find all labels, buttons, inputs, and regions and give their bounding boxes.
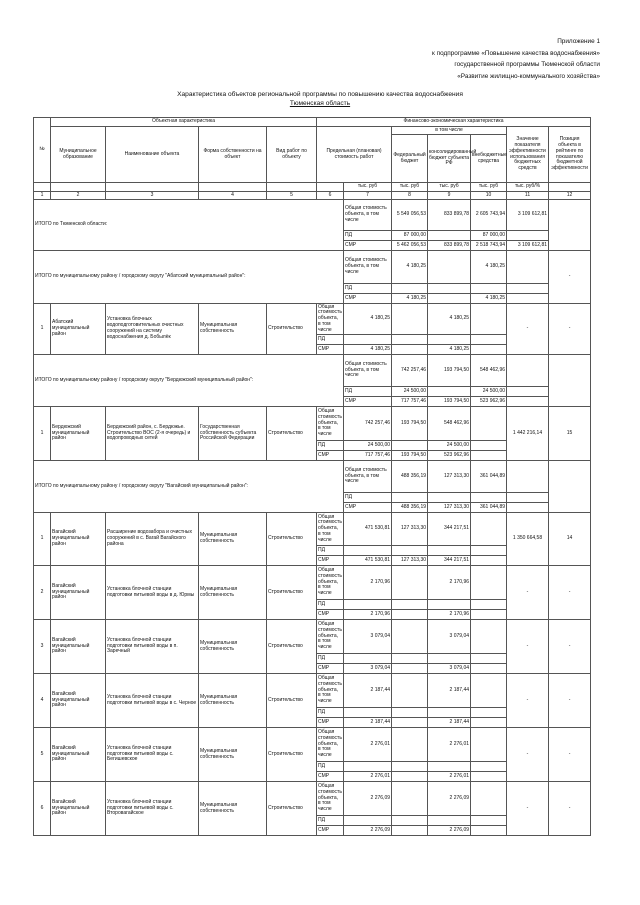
object-number: 5 — [34, 728, 51, 782]
position-value: - — [549, 620, 591, 674]
unit-c7: тыс. руб — [344, 183, 392, 192]
value-c9: 4 180,25 — [471, 251, 507, 284]
value-c8: 127 313,30 — [392, 513, 428, 546]
indicator-value: - — [507, 304, 549, 355]
object-work-type: Строительство — [267, 782, 317, 836]
col-number: 1 — [34, 192, 51, 200]
value-c10 — [507, 251, 549, 284]
value-c9: 2 276,09 — [428, 782, 471, 816]
value-c9: 548 462,96 — [428, 407, 471, 441]
value-c7: 2 276,01 — [344, 728, 392, 762]
value-c9: 4 180,25 — [471, 294, 507, 304]
header-in-that: в том числе — [392, 127, 507, 135]
value-c10 — [471, 610, 507, 620]
value-c7: 5 462 056,53 — [392, 241, 428, 251]
object-number: 1 — [34, 513, 51, 566]
total-row — [34, 461, 591, 493]
value-c9 — [471, 493, 507, 503]
value-c10 — [471, 654, 507, 664]
value-c8 — [428, 493, 471, 503]
value-c9 — [428, 600, 471, 610]
value-c10 — [471, 451, 507, 461]
value-c7: 471 530,81 — [344, 556, 392, 566]
object-ownership: Муниципальная собственность — [199, 620, 267, 674]
value-c9 — [428, 816, 471, 826]
row-label-pd: ПД — [317, 816, 344, 826]
unit-c8: тыс. руб — [392, 183, 428, 192]
row-label-smr: СМР — [317, 556, 344, 566]
total-label: ИТОГО по муниципальному району / городскому округу "Бердюжский муниципальный район": — [34, 355, 344, 407]
row-label-pd: ПД — [317, 335, 344, 345]
value-c8 — [392, 674, 428, 708]
value-c10 — [507, 294, 549, 304]
indicator-value: - — [549, 251, 591, 304]
value-c9: 2 170,96 — [428, 610, 471, 620]
value-c9: 344 217,51 — [428, 556, 471, 566]
value-c7: 2 187,44 — [344, 718, 392, 728]
object-ownership: Муниципальная собственность — [199, 513, 267, 566]
value-c10 — [471, 600, 507, 610]
row-label-pd: ПД — [344, 231, 392, 241]
object-ownership: Государственная собственность субъекта Российской Федерации — [199, 407, 267, 461]
value-c10 — [471, 566, 507, 600]
object-name: Установка блочной станции подготовки питьевой воды в п. Заречный — [106, 620, 199, 674]
header-object-char: Объектная характеристика — [51, 118, 317, 127]
row-label-smr: СМР — [317, 772, 344, 782]
indicator-value — [549, 200, 591, 251]
value-c9: 24 500,00 — [428, 441, 471, 451]
value-c10 — [471, 664, 507, 674]
total-row — [34, 251, 591, 284]
value-c7 — [392, 493, 428, 503]
value-c9: 548 462,96 — [471, 355, 507, 387]
value-c9 — [428, 654, 471, 664]
value-c10 — [471, 826, 507, 836]
value-c7: 24 500,00 — [344, 441, 392, 451]
row-label-smr: СМР — [317, 610, 344, 620]
row-label-pd: ПД — [344, 387, 392, 397]
value-c9: 2 276,01 — [428, 728, 471, 762]
position-value: - — [549, 728, 591, 782]
position-value: 15 — [549, 407, 591, 461]
header-object-name: Наименование объекта — [106, 127, 199, 183]
object-municipality: Вагайский муниципальный район — [51, 513, 106, 566]
value-c9: 2 170,96 — [428, 566, 471, 600]
value-c8 — [392, 782, 428, 816]
header-extrabudget: внебюджетные средства — [471, 135, 507, 183]
value-c9: 2 518 743,94 — [471, 241, 507, 251]
appendix-line: «Развитие жилищно-коммунального хозяйства» — [457, 72, 600, 80]
value-c8 — [392, 728, 428, 762]
value-c8: 833 899,78 — [428, 200, 471, 231]
col-number: 11 — [507, 192, 549, 200]
value-c7: 742 257,46 — [392, 355, 428, 387]
row-label-total: Общая стоимость объекта, в том числе — [317, 620, 344, 654]
value-c7: 4 180,25 — [344, 345, 392, 355]
value-c10: 3 109 612,81 — [507, 200, 549, 231]
object-name: Установка блочной станции подготовки питьевой воды в д. Юрмы — [106, 566, 199, 620]
object-row — [34, 566, 591, 600]
value-c7: 2 276,09 — [344, 782, 392, 816]
object-row — [34, 304, 591, 335]
row-label-pd: ПД — [317, 441, 344, 451]
row-label-smr: СМР — [344, 397, 392, 407]
value-c7: 2 276,01 — [344, 772, 392, 782]
value-c8 — [392, 441, 428, 451]
value-c10 — [471, 674, 507, 708]
object-number: 1 — [34, 304, 51, 355]
value-c7 — [344, 654, 392, 664]
header-total-cost: Предельная (плановая) стоимость работ — [317, 127, 392, 183]
row-label-total: Общая стоимость объекта, в том числе — [317, 566, 344, 600]
value-c7: 24 500,00 — [392, 387, 428, 397]
row-label-pd: ПД — [317, 762, 344, 772]
value-c10 — [471, 335, 507, 345]
value-c9: 344 217,51 — [428, 513, 471, 546]
row-label-pd: ПД — [344, 284, 392, 294]
object-row — [34, 513, 591, 546]
value-c7: 2 170,96 — [344, 610, 392, 620]
value-c10: 3 109 612,81 — [507, 241, 549, 251]
value-c8 — [428, 387, 471, 397]
document-title — [0, 90, 640, 108]
value-c9: 24 500,00 — [471, 387, 507, 397]
value-c9 — [471, 284, 507, 294]
total-row — [34, 200, 591, 231]
col-number: 2 — [51, 192, 106, 200]
value-c10 — [507, 503, 549, 513]
header-work-type: Вид работ по объекту — [267, 127, 317, 183]
value-c8 — [392, 610, 428, 620]
position-value: - — [549, 674, 591, 728]
total-label: ИТОГО по муниципальному району / городскому округу "Абатский муниципальный район": — [34, 251, 344, 304]
appendix-line: государственной программы Тюменской области — [454, 61, 600, 68]
header-federal: Федеральный бюджет — [392, 135, 428, 183]
object-ownership: Муниципальная собственность — [199, 674, 267, 728]
indicator-value: - — [507, 566, 549, 620]
object-municipality: Вагайский муниципальный район — [51, 620, 106, 674]
indicator-value: - — [507, 674, 549, 728]
value-c7 — [344, 708, 392, 718]
value-c9: 3 079,04 — [428, 620, 471, 654]
col-number: 7 — [344, 192, 392, 200]
row-label-total: Общая стоимость объекта, в том числе — [344, 355, 392, 387]
value-c7: 4 180,25 — [344, 304, 392, 335]
value-c10 — [471, 620, 507, 654]
value-c8 — [392, 345, 428, 355]
object-row — [34, 620, 591, 654]
col-number: 9 — [428, 192, 471, 200]
indicator-value: - — [507, 620, 549, 674]
value-c8 — [392, 566, 428, 600]
value-c9: 4 180,25 — [428, 304, 471, 335]
indicator-value: 1 442 216,14 — [507, 407, 549, 461]
value-c8 — [392, 826, 428, 836]
indicator-value: - — [507, 782, 549, 836]
value-c9: 2 276,01 — [428, 772, 471, 782]
col-number: 6 — [317, 192, 344, 200]
appendix-line: Приложение 1 — [557, 38, 600, 45]
object-work-type: Строительство — [267, 407, 317, 461]
value-c9: 2 187,44 — [428, 674, 471, 708]
value-c8: 127 313,30 — [392, 556, 428, 566]
value-c8 — [428, 294, 471, 304]
object-work-type: Строительство — [267, 566, 317, 620]
value-c9: 2 605 743,94 — [471, 200, 507, 231]
value-c10 — [507, 397, 549, 407]
row-label-smr: СМР — [344, 294, 392, 304]
title-line: Характеристика объектов региональной программы по повышению качества водоснабжения — [177, 91, 463, 98]
object-work-type: Строительство — [267, 304, 317, 355]
value-c9 — [428, 546, 471, 556]
value-c8 — [392, 708, 428, 718]
object-municipality: Абатский муниципальный район — [51, 304, 106, 355]
value-c10 — [507, 461, 549, 493]
object-ownership: Муниципальная собственность — [199, 566, 267, 620]
object-municipality: Бердюжский муниципальный район — [51, 407, 106, 461]
value-c10 — [507, 355, 549, 387]
value-c7: 2 187,44 — [344, 674, 392, 708]
row-label-total: Общая стоимость объекта, в том числе — [317, 407, 344, 441]
value-c8 — [392, 546, 428, 556]
unit-c11: тыс. руб/% — [507, 183, 549, 192]
row-label-pd: ПД — [317, 708, 344, 718]
row-label-total: Общая стоимость объекта, в том числе — [317, 782, 344, 816]
object-number: 6 — [34, 782, 51, 836]
value-c10 — [471, 728, 507, 762]
header-fin-char: Финансово-экономическая характеристика — [317, 118, 591, 127]
row-label-total: Общая стоимость объекта, в том числе — [317, 674, 344, 708]
value-c7: 488 356,19 — [392, 503, 428, 513]
value-c8 — [392, 620, 428, 654]
position-value: - — [549, 566, 591, 620]
total-row — [34, 355, 591, 387]
value-c7: 3 079,04 — [344, 620, 392, 654]
value-c8 — [392, 304, 428, 335]
object-name: Установка блочной станции подготовки питьевой воды с. Второвагайское — [106, 782, 199, 836]
row-label-total: Общая стоимость объекта, в том числе — [344, 200, 392, 231]
header-position: Позиция объекта в рейтинге по показателю бюджетной эффективности — [549, 127, 591, 183]
header-ownership: Форма собственности на объект — [199, 127, 267, 183]
appendix-line: к подпрограмме «Повышение качества водоснабжения» — [432, 49, 600, 57]
row-label-smr: СМР — [344, 241, 392, 251]
value-c9 — [428, 335, 471, 345]
value-c10 — [471, 407, 507, 441]
value-c10 — [507, 231, 549, 241]
row-label-total: Общая стоимость объекта, в том числе — [317, 728, 344, 762]
object-row — [34, 782, 591, 816]
value-c7: 4 180,25 — [392, 294, 428, 304]
value-c9 — [428, 762, 471, 772]
title-region: Тюменская область — [289, 100, 351, 107]
col-number: 3 — [106, 192, 199, 200]
value-c9 — [428, 708, 471, 718]
position-value: 14 — [549, 513, 591, 566]
value-c7 — [344, 600, 392, 610]
object-name: Установка блочных водоподготовительных очистных сооружений на систему водоснабжения д. Бобылёк — [106, 304, 199, 355]
object-row — [34, 674, 591, 708]
value-c8: 833 899,78 — [428, 241, 471, 251]
value-c8: 193 794,50 — [392, 407, 428, 441]
value-c10 — [471, 772, 507, 782]
value-c7: 471 530,81 — [344, 513, 392, 546]
value-c9: 523 962,96 — [471, 397, 507, 407]
row-label-smr: СМР — [317, 664, 344, 674]
value-c8: 127 313,30 — [428, 503, 471, 513]
value-c9: 2 187,44 — [428, 718, 471, 728]
value-c8 — [428, 251, 471, 284]
row-label-total: Общая стоимость объекта, в том числе — [317, 513, 344, 546]
value-c7: 3 079,04 — [344, 664, 392, 674]
value-c9: 4 180,25 — [428, 345, 471, 355]
value-c8 — [392, 654, 428, 664]
position-value: - — [549, 782, 591, 836]
header-consolidated: консолидированный бюджет субъекта РФ — [428, 135, 471, 183]
object-ownership: Муниципальная собственность — [199, 782, 267, 836]
value-c8 — [428, 231, 471, 241]
object-municipality: Вагайский муниципальный район — [51, 728, 106, 782]
col-number: 10 — [471, 192, 507, 200]
object-municipality: Вагайский муниципальный район — [51, 782, 106, 836]
value-c8 — [392, 772, 428, 782]
value-c7 — [392, 284, 428, 294]
value-c8: 127 313,30 — [428, 461, 471, 493]
value-c8 — [392, 816, 428, 826]
header-municipality: Муниципальное образование — [51, 127, 106, 183]
row-label-pd: ПД — [344, 493, 392, 503]
value-c7 — [344, 546, 392, 556]
row-label-smr: СМР — [344, 503, 392, 513]
value-c10 — [471, 762, 507, 772]
value-c7: 2 276,09 — [344, 826, 392, 836]
object-ownership: Муниципальная собственность — [199, 304, 267, 355]
value-c8: 193 794,50 — [392, 451, 428, 461]
value-c7: 742 257,46 — [344, 407, 392, 441]
object-number: 3 — [34, 620, 51, 674]
col-number: 12 — [549, 192, 591, 200]
header-num: № — [34, 118, 51, 183]
value-c7: 87 000,00 — [392, 231, 428, 241]
object-number: 1 — [34, 407, 51, 461]
object-municipality: Вагайский муниципальный район — [51, 566, 106, 620]
row-label-total: Общая стоимость объекта, в том числе — [344, 461, 392, 493]
value-c9: 3 079,04 — [428, 664, 471, 674]
row-label-total: Общая стоимость объекта, в том числе — [318, 303, 342, 333]
value-c10 — [471, 718, 507, 728]
value-c10 — [471, 513, 507, 546]
unit-c10: тыс. руб — [471, 183, 507, 192]
object-row — [34, 407, 591, 441]
value-c7: 4 180,25 — [392, 251, 428, 284]
indicator-value — [549, 355, 591, 407]
value-c9: 361 044,89 — [471, 503, 507, 513]
appendix-block — [270, 36, 600, 82]
object-name: Расширение водозабора и очистных сооружений в с. Вагай Вагайского района — [106, 513, 199, 566]
value-c10 — [471, 816, 507, 826]
object-number: 2 — [34, 566, 51, 620]
value-c9: 87 000,00 — [471, 231, 507, 241]
value-c7: 2 170,96 — [344, 566, 392, 600]
value-c8 — [392, 762, 428, 772]
value-c9: 2 276,09 — [428, 826, 471, 836]
value-c10 — [471, 556, 507, 566]
value-c10 — [507, 387, 549, 397]
col-number: 4 — [199, 192, 267, 200]
value-c7 — [344, 762, 392, 772]
object-ownership: Муниципальная собственность — [199, 728, 267, 782]
unit-c9: тыс. руб — [428, 183, 471, 192]
object-name: Бердюжский район, с. Бердюжье. Строительство ВОС (2-я очередь) и водопроводных сетей — [106, 407, 199, 461]
value-c10 — [471, 782, 507, 816]
value-c10 — [471, 546, 507, 556]
object-work-type: Строительство — [267, 728, 317, 782]
total-label: ИТОГО по Тюменской области: — [34, 200, 344, 251]
indicator-value — [549, 461, 591, 513]
value-c10 — [471, 304, 507, 335]
value-c7 — [344, 335, 392, 345]
row-label-smr: СМР — [317, 718, 344, 728]
object-name: Установка блочной станции подготовки питьевой воды с. Бегишевское — [106, 728, 199, 782]
total-label: ИТОГО по муниципальному району / городскому округу "Вагайский муниципальный район": — [34, 461, 344, 513]
object-work-type: Строительство — [267, 513, 317, 566]
objects-table — [33, 117, 591, 836]
value-c9: 523 962,96 — [428, 451, 471, 461]
value-c10 — [471, 345, 507, 355]
value-c8 — [392, 600, 428, 610]
row-label-pd: ПД — [317, 654, 344, 664]
value-c10 — [471, 708, 507, 718]
object-work-type: Строительство — [267, 620, 317, 674]
value-c8 — [428, 284, 471, 294]
value-c9: 361 044,89 — [471, 461, 507, 493]
value-c8: 193 794,50 — [428, 397, 471, 407]
object-work-type: Строительство — [267, 674, 317, 728]
value-c7: 5 549 056,53 — [392, 200, 428, 231]
value-c8 — [392, 718, 428, 728]
row-label-total: Общая стоимость объекта, в том числе — [344, 251, 392, 284]
value-c10 — [507, 493, 549, 503]
value-c7: 717 757,46 — [344, 451, 392, 461]
col-number: 5 — [267, 192, 317, 200]
indicator-value: 1 350 664,58 — [507, 513, 549, 566]
object-row — [34, 728, 591, 762]
object-number: 4 — [34, 674, 51, 728]
value-c8 — [392, 664, 428, 674]
object-municipality: Вагайский муниципальный район — [51, 674, 106, 728]
row-label-smr: СМР — [317, 826, 344, 836]
value-c7: 488 356,19 — [392, 461, 428, 493]
object-name: Установка блочной станции подготовки питьевой воды в с. Черное — [106, 674, 199, 728]
row-label-smr: СМР — [317, 345, 344, 355]
value-c7 — [344, 816, 392, 826]
value-c7: 717 757,46 — [392, 397, 428, 407]
position-value: - — [549, 304, 591, 355]
indicator-value: - — [507, 728, 549, 782]
value-c10 — [507, 284, 549, 294]
value-c8: 193 794,50 — [428, 355, 471, 387]
header-indicator: Значение показателя эффективности использования бюджетных средств — [507, 127, 549, 183]
row-label-pd: ПД — [317, 600, 344, 610]
row-label-smr: СМР — [317, 451, 344, 461]
col-number: 8 — [392, 192, 428, 200]
row-label-pd: ПД — [317, 546, 344, 556]
value-c10 — [471, 441, 507, 451]
value-c8 — [392, 335, 428, 345]
